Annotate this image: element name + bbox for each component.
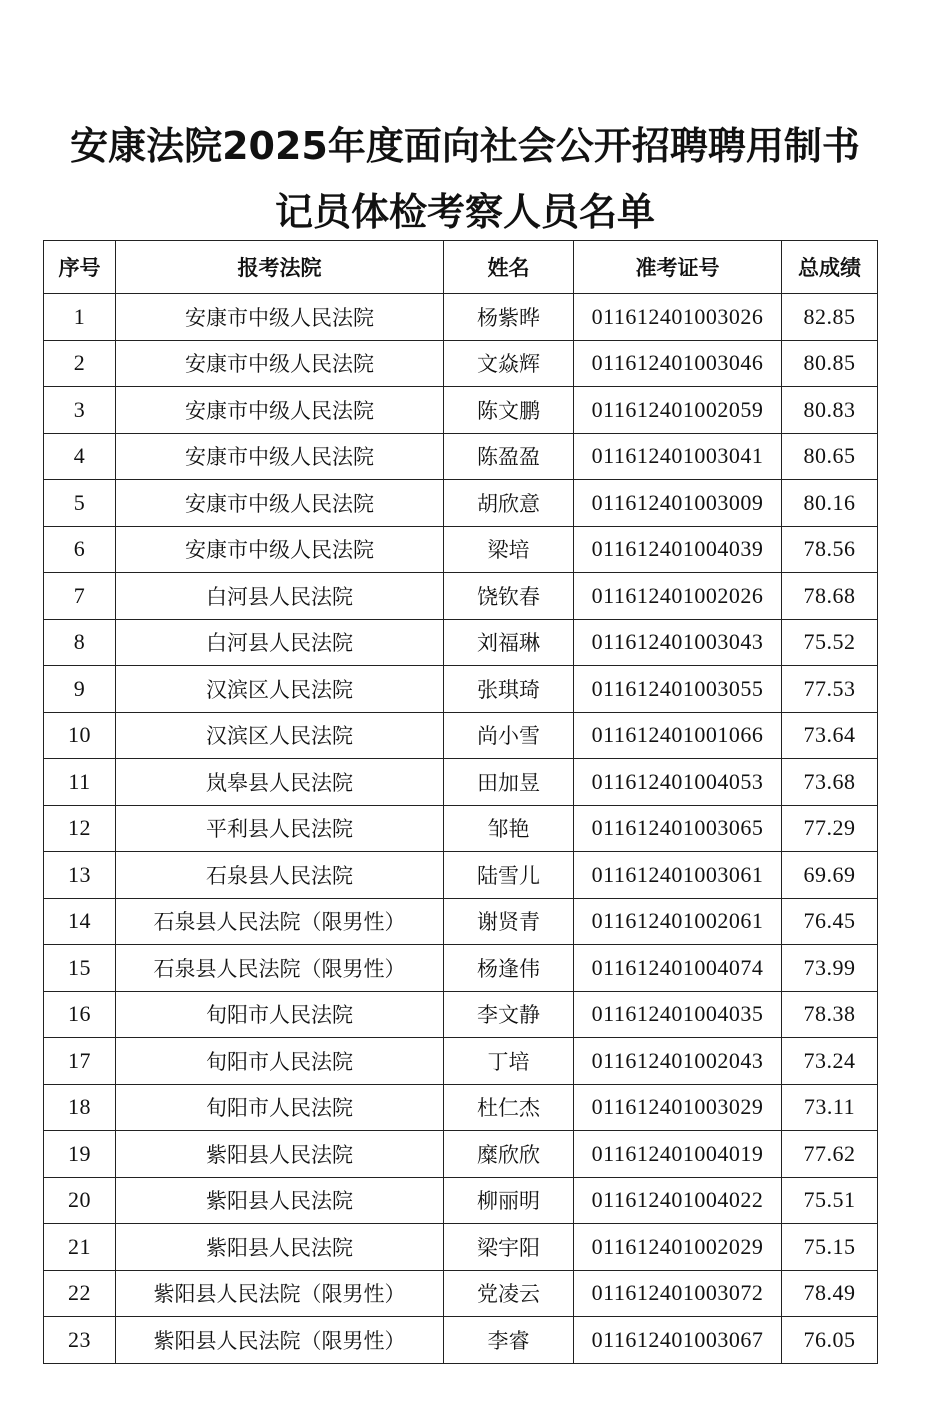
- table-row: [44, 712, 878, 759]
- cell-name: 尚小雪: [444, 712, 574, 759]
- cell-total-score: 78.68: [782, 573, 878, 620]
- cell-exam-id: 011612401003067: [574, 1317, 782, 1364]
- cell-total-score: 73.64: [782, 712, 878, 759]
- cell-name: 柳丽明: [444, 1177, 574, 1224]
- table-row: [44, 573, 878, 620]
- cell-serial-number: 8: [44, 619, 116, 666]
- cell-name: 陈盈盈: [444, 433, 574, 480]
- cell-serial-number: 19: [44, 1131, 116, 1178]
- candidate-table: [43, 240, 878, 1364]
- cell-serial-number: 11: [44, 759, 116, 806]
- cell-court: 汉滨区人民法院: [116, 666, 444, 713]
- table-row: [44, 1131, 878, 1178]
- cell-court: 石泉县人民法院（限男性）: [116, 945, 444, 992]
- cell-name: 梁宇阳: [444, 1224, 574, 1271]
- cell-exam-id: 011612401003029: [574, 1084, 782, 1131]
- table-row: [44, 805, 878, 852]
- cell-total-score: 80.85: [782, 340, 878, 387]
- cell-serial-number: 17: [44, 1038, 116, 1085]
- cell-court: 旬阳市人民法院: [116, 1084, 444, 1131]
- cell-serial-number: 3: [44, 387, 116, 434]
- cell-name: 陈文鹏: [444, 387, 574, 434]
- cell-exam-id: 011612401004039: [574, 526, 782, 573]
- header-total-score: 总成绩: [782, 241, 878, 294]
- cell-name: 李睿: [444, 1317, 574, 1364]
- cell-court: 安康市中级人民法院: [116, 387, 444, 434]
- cell-exam-id: 011612401003055: [574, 666, 782, 713]
- cell-court: 安康市中级人民法院: [116, 433, 444, 480]
- header-court: 报考法院: [116, 241, 444, 294]
- cell-name: 丁培: [444, 1038, 574, 1085]
- cell-exam-id: 011612401004035: [574, 991, 782, 1038]
- cell-name: 田加昱: [444, 759, 574, 806]
- cell-total-score: 76.45: [782, 898, 878, 945]
- cell-court: 白河县人民法院: [116, 573, 444, 620]
- cell-name: 饶钦春: [444, 573, 574, 620]
- cell-court: 石泉县人民法院（限男性）: [116, 898, 444, 945]
- cell-exam-id: 011612401003043: [574, 619, 782, 666]
- table-row: [44, 898, 878, 945]
- table-row: [44, 759, 878, 806]
- cell-exam-id: 011612401002059: [574, 387, 782, 434]
- document-title-line-1: 安康法院2025年度面向社会公开招聘聘用制书: [70, 124, 860, 169]
- cell-serial-number: 20: [44, 1177, 116, 1224]
- cell-exam-id: 011612401003041: [574, 433, 782, 480]
- cell-exam-id: 011612401002029: [574, 1224, 782, 1271]
- table-row: [44, 619, 878, 666]
- cell-court: 安康市中级人民法院: [116, 526, 444, 573]
- cell-serial-number: 12: [44, 805, 116, 852]
- cell-court: 岚皋县人民法院: [116, 759, 444, 806]
- document-title: [0, 113, 930, 245]
- cell-court: 紫阳县人民法院: [116, 1131, 444, 1178]
- cell-total-score: 80.83: [782, 387, 878, 434]
- cell-court: 紫阳县人民法院（限男性）: [116, 1317, 444, 1364]
- cell-name: 党凌云: [444, 1270, 574, 1317]
- cell-name: 梁培: [444, 526, 574, 573]
- header-exam-id: 准考证号: [574, 241, 782, 294]
- cell-serial-number: 18: [44, 1084, 116, 1131]
- cell-name: 张琪琦: [444, 666, 574, 713]
- cell-total-score: 78.56: [782, 526, 878, 573]
- cell-total-score: 73.11: [782, 1084, 878, 1131]
- cell-total-score: 75.51: [782, 1177, 878, 1224]
- table-row: [44, 526, 878, 573]
- cell-total-score: 75.52: [782, 619, 878, 666]
- cell-name: 杨紫晔: [444, 294, 574, 341]
- cell-court: 紫阳县人民法院: [116, 1224, 444, 1271]
- cell-exam-id: 011612401002026: [574, 573, 782, 620]
- table-body: [44, 294, 878, 1364]
- cell-name: 糜欣欣: [444, 1131, 574, 1178]
- table-row: [44, 852, 878, 899]
- cell-court: 安康市中级人民法院: [116, 480, 444, 527]
- cell-total-score: 80.65: [782, 433, 878, 480]
- document-title-line-2: 记员体检考察人员名单: [274, 190, 655, 235]
- cell-total-score: 73.24: [782, 1038, 878, 1085]
- cell-exam-id: 011612401004022: [574, 1177, 782, 1224]
- cell-total-score: 76.05: [782, 1317, 878, 1364]
- cell-name: 杜仁杰: [444, 1084, 574, 1131]
- cell-serial-number: 23: [44, 1317, 116, 1364]
- cell-name: 文焱辉: [444, 340, 574, 387]
- table-row: [44, 1084, 878, 1131]
- cell-exam-id: 011612401003065: [574, 805, 782, 852]
- cell-court: 紫阳县人民法院: [116, 1177, 444, 1224]
- cell-name: 邹艳: [444, 805, 574, 852]
- table-row: [44, 945, 878, 992]
- cell-serial-number: 15: [44, 945, 116, 992]
- cell-total-score: 73.99: [782, 945, 878, 992]
- cell-serial-number: 14: [44, 898, 116, 945]
- cell-name: 刘福琳: [444, 619, 574, 666]
- cell-total-score: 80.16: [782, 480, 878, 527]
- cell-exam-id: 011612401002061: [574, 898, 782, 945]
- cell-serial-number: 1: [44, 294, 116, 341]
- cell-court: 白河县人民法院: [116, 619, 444, 666]
- cell-court: 汉滨区人民法院: [116, 712, 444, 759]
- cell-serial-number: 5: [44, 480, 116, 527]
- cell-court: 旬阳市人民法院: [116, 991, 444, 1038]
- cell-exam-id: 011612401003026: [574, 294, 782, 341]
- table-row: [44, 991, 878, 1038]
- cell-exam-id: 011612401001066: [574, 712, 782, 759]
- cell-total-score: 82.85: [782, 294, 878, 341]
- cell-exam-id: 011612401003072: [574, 1270, 782, 1317]
- cell-exam-id: 011612401004053: [574, 759, 782, 806]
- cell-name: 李文静: [444, 991, 574, 1038]
- table-row: [44, 1224, 878, 1271]
- header-name: 姓名: [444, 241, 574, 294]
- cell-serial-number: 22: [44, 1270, 116, 1317]
- cell-name: 谢贤青: [444, 898, 574, 945]
- cell-serial-number: 16: [44, 991, 116, 1038]
- cell-total-score: 78.49: [782, 1270, 878, 1317]
- cell-serial-number: 2: [44, 340, 116, 387]
- table-row: [44, 480, 878, 527]
- cell-total-score: 73.68: [782, 759, 878, 806]
- header-serial-number: 序号: [44, 241, 116, 294]
- table-row: [44, 387, 878, 434]
- cell-serial-number: 9: [44, 666, 116, 713]
- cell-name: 陆雪儿: [444, 852, 574, 899]
- cell-court: 石泉县人民法院: [116, 852, 444, 899]
- cell-serial-number: 10: [44, 712, 116, 759]
- table-row: [44, 666, 878, 713]
- table-row: [44, 340, 878, 387]
- cell-serial-number: 6: [44, 526, 116, 573]
- cell-exam-id: 011612401003009: [574, 480, 782, 527]
- table-row: [44, 1177, 878, 1224]
- cell-court: 平利县人民法院: [116, 805, 444, 852]
- cell-total-score: 77.29: [782, 805, 878, 852]
- cell-court: 安康市中级人民法院: [116, 294, 444, 341]
- cell-court: 安康市中级人民法院: [116, 340, 444, 387]
- table-row: [44, 1270, 878, 1317]
- cell-total-score: 75.15: [782, 1224, 878, 1271]
- cell-total-score: 77.62: [782, 1131, 878, 1178]
- table-row: [44, 433, 878, 480]
- cell-exam-id: 011612401003046: [574, 340, 782, 387]
- cell-serial-number: 21: [44, 1224, 116, 1271]
- cell-exam-id: 011612401002043: [574, 1038, 782, 1085]
- table-header-row: [44, 241, 878, 294]
- cell-total-score: 77.53: [782, 666, 878, 713]
- cell-exam-id: 011612401004019: [574, 1131, 782, 1178]
- cell-court: 旬阳市人民法院: [116, 1038, 444, 1085]
- cell-name: 杨逢伟: [444, 945, 574, 992]
- cell-court: 紫阳县人民法院（限男性）: [116, 1270, 444, 1317]
- table-row: [44, 1038, 878, 1085]
- cell-exam-id: 011612401004074: [574, 945, 782, 992]
- cell-total-score: 69.69: [782, 852, 878, 899]
- table-row: [44, 294, 878, 341]
- cell-total-score: 78.38: [782, 991, 878, 1038]
- cell-serial-number: 4: [44, 433, 116, 480]
- cell-exam-id: 011612401003061: [574, 852, 782, 899]
- cell-name: 胡欣意: [444, 480, 574, 527]
- table-row: [44, 1317, 878, 1364]
- cell-serial-number: 7: [44, 573, 116, 620]
- cell-serial-number: 13: [44, 852, 116, 899]
